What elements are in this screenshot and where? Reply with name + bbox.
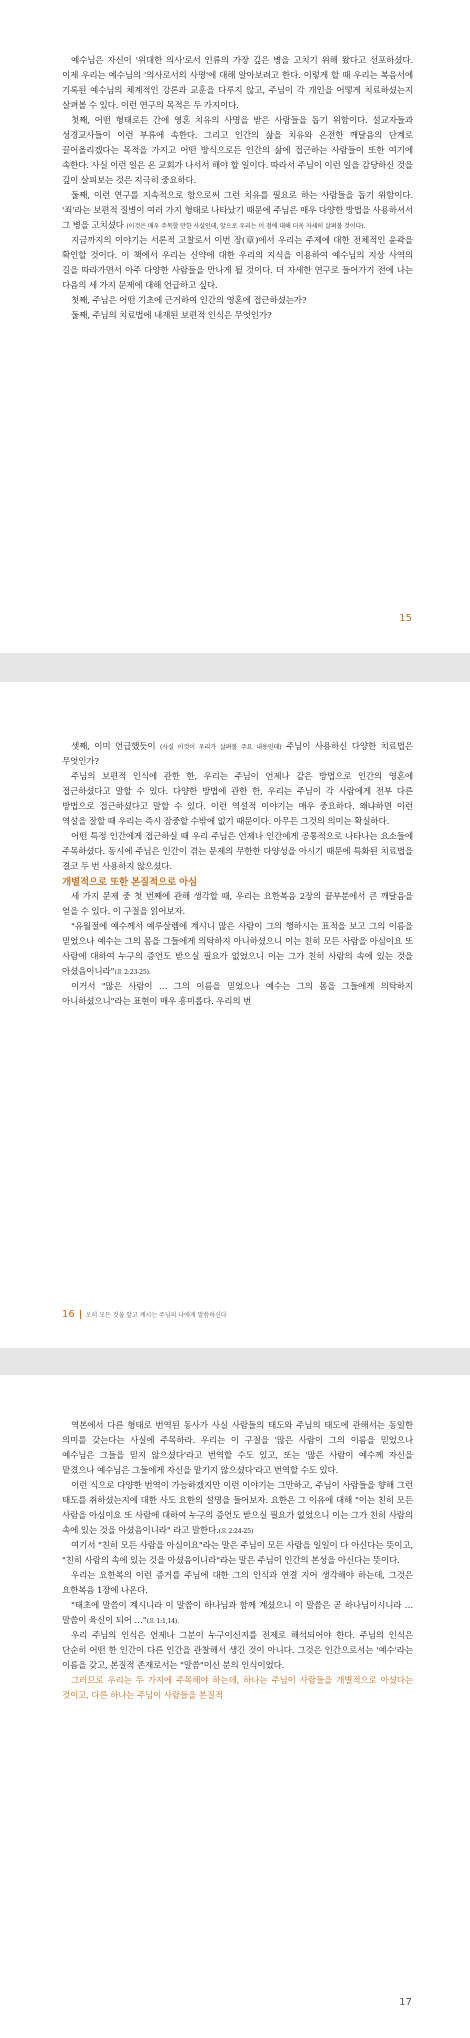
- paragraph-text: 셋째, 이미 언급했듯이: [71, 742, 161, 752]
- page-number: 17: [399, 1997, 412, 2008]
- paragraph: 첫째, 주님은 어떤 기초에 근거하여 인간의 영혼에 접근하셨는가?: [71, 296, 307, 306]
- paragraph: [62, 740, 413, 770]
- book-page-16: [0, 682, 470, 1348]
- section-heading: 개별적으로 또한 본질적으로 아심: [62, 877, 198, 888]
- highlighted-paragraph: 그러므로 우리는 두 가지에 주목해야 하는데, 하나는 주님이 사람들을 개별적으로 아셨다는 것이고, 다른 하나는 주님이 사람들을 본질적: [62, 1676, 413, 1701]
- paragraph-text: 둘째, 이런 연구를 지속적으로 함으로써 그런 치유를 필요로 하는 사람들을 돕기 위함이다. '죄'라는 보편적 질병이 여러 가지 형태로 나타났기 때문에 주님은 매우 다양한 방법을 사용하셔서 그 병을 고치셨다: [62, 191, 413, 231]
- paragraph: 첫째, 어떤 형태로든 간에 영혼 치유의 사명을 받은 사람들을 돕기 위함이다. 설교자들과 성경교사들이 이런 부류에 속한다. 그리고 인간의 삶을 치유와 온전한 깨달음의 단계로 끌어올리겠다는 목적을 가지고 어떤 방식으로든 인간의 삶에 접근하는 사람들이 또한 여기에 속한다. 사실 이런 일은 온 교회가 나서서 해야 할 일이다. 따라서 주님이 이런 일을 감당하신 것을 깊이 살피보는 것은 지극히 중요하다.: [62, 116, 413, 186]
- body-text: [62, 1419, 413, 1704]
- small-note: (사실 이것이 우리가 살펴볼 주요 내용인데): [160, 744, 282, 751]
- body-text: [62, 54, 413, 324]
- body-text: [62, 740, 413, 1010]
- quote-paragraph: [62, 1599, 413, 1629]
- page-number: 16: [62, 1309, 75, 1320]
- small-note: (이것은 매우 주목할 만한 사실인데, 앞으로 우리는 이 점에 대해 더욱 자세히 살펴볼 것이다).: [126, 223, 366, 230]
- paragraph: 여기서 "친히 모든 사람을 아심이요"라는 말은 주님이 모든 사람을 일일이 다 아신다는 뜻이고, "친히 사람의 속에 있는 것을 아셨음이니라"라는 말은 주님이 인간의 본성을 아신다는 뜻이다.: [62, 1541, 413, 1566]
- paragraph-text: 주님이 사용하신 다양한 치료법은 무엇인가?: [62, 742, 413, 767]
- citation: (요 1:1,14).: [146, 1618, 179, 1625]
- paragraph: 예수님은 자신이 '위대한 의사'로서 인류의 가장 깊은 병을 고치기 위해 왔다고 선포하셨다. 이제 우리는 예수님의 '의사로서의 사명'에 대해 알아보려고 한다. 이렇게 할 때 우리는 복음서에 기록된 예수님의 체계적인 강론과 교훈을 다루지 않고, 주님이 각 개인을 어떻게 치료하셨는지 살펴볼 수 있다. 이런 연구의 목적은 두 가지이다.: [62, 56, 413, 111]
- paragraph: 우리는 요한복의 이런 증거를 주님에 대한 그의 인식과 연결 지어 생각해야 하는데, 그것은 요한복음 1장에 나온다.: [62, 1571, 413, 1596]
- paragraph: 지금까지의 이야기는 서론적 고찰로서 이번 장(章)에서 우리는 주제에 대한 전체적인 윤곽을 확인할 것이다. 이 책에서 우리는 신약에 대한 우리의 지식을 이용하여 예수님의 지상 사역의 길을 따라가면서 아주 다양한 사람들을 만나게 될 것이다. 더 자세한 연구로 들어가기 전에 나는 다음의 세 가지 문제에 대해 언급하고 싶다.: [62, 236, 413, 291]
- page-footer: [62, 1309, 227, 1320]
- paragraph: 어떤 특정 인간에게 접근하실 때 우리 주님은 언제나 인간에게 공통적으로 나타나는 요소들에 주목하셨다. 동시에 주님은 인간이 겪는 문제의 무한한 다양성을 아시기 때문에 특화된 치료법을 결코 두 번 사용하지 않으셨다.: [62, 832, 413, 872]
- paragraph: 이거서 "많은 사람이 … 그의 이름을 믿었으나 예수는 그의 몸을 그들에게 의탁하지 아니하셨으니"라는 표현이 매우 흥미롭다. 우리의 번: [62, 982, 413, 1007]
- quote-text: "태초에 말씀이 계시니라 이 말씀이 하나님과 함께 계셨으니 이 말씀은 곧 하나님이시니라 … 말씀이 육신이 되어 …": [62, 1601, 413, 1626]
- citation: (요 2:23-25).: [114, 969, 151, 976]
- citation: (요 2:24-25): [218, 1528, 254, 1535]
- paragraph: [62, 189, 413, 234]
- paragraph: 세 가지 문제 중 첫 번째에 관해 생각할 때, 우리는 요한복음 2장의 끝부분에서 큰 깨달음을 얻을 수 있다. 이 구절을 읽어보자.: [62, 892, 413, 917]
- book-page-17: [0, 1375, 470, 2038]
- running-title: 오히 모든 것을 알고 계시는 주님의 나에게 말씀하신다: [85, 1312, 227, 1319]
- quote-paragraph: [62, 920, 413, 980]
- footer-divider: [80, 1310, 81, 1319]
- paragraph: 역본에서 다른 형태로 번역된 동사가 사실 사람들의 태도와 주님의 태도에 관해서는 동일한 의미를 갖는다는 사실에 주목하라. 우리는 이 구절을 '많은 사람이 그의 이름을 믿었으나 예수님은 그들을 믿지 않으셨다'라고 번역할 수도 있고, 또는 '많은 사람이 예수께 자신을 맡겼으나 예수님은 그들에게 자신을 맡기지 않으셨다'라고 번역할 수도 있다.: [62, 1421, 413, 1476]
- paragraph: [62, 1479, 413, 1539]
- quote-text: "유월절에 예수께서 예루살렘에 계시니 많은 사람이 그의 행하시는 표적을 보고 그의 이름을 믿었으나 예수는 그의 몸을 그들에게 의탁하지 아니하셨으니 이는 친히 모든 사람을 아심이요 또 사람에 대하여 누구의 증언도 받으실 필요가 없었으니 이는 그가 친히 사람의 속에 있는 것을 아셨음이니라": [62, 922, 413, 977]
- page-number: 15: [399, 613, 412, 624]
- paragraph: 주님의 보편적 인식에 관한 한, 우리는 주님이 언제나 같은 방법으로 인간의 영혼에 접근하셨다고 말할 수 있다. 다양한 방법에 관한 한, 우리는 주님이 각 사람에게 전부 다른 방법으로 접근하셨다고 말할 수 있다. 이런 역설적 이야기는 매우 중요하다. 왜냐하면 이런 역설을 잘할 때 우리는 즉시 잠중할 수밖에 없기 때문이다. 아무든 그것의 의미는 확실하다.: [62, 772, 413, 827]
- paragraph: 둘째, 주님의 치료법에 내재된 보편적 인식은 무엇인가?: [71, 311, 272, 321]
- book-page-15: [0, 0, 470, 653]
- paragraph: 우리 주님의 인식은 언제나 그분이 누구이신지를 전제로 해석되어야 한다. 주님의 인식은 단순히 어떤 한 인간이 다른 인간을 관찰해서 생긴 것이 아니다. 그것은 인간으로서는 '예수'라는 이름을 갖고, 본질적 존재로서는 "말씀"이신 분의 인식이었다.: [62, 1631, 413, 1671]
- paragraph-text: 이런 식으로 다양한 번역이 가능하겠지만 이런 이야기는 그만하고, 주님이 사람들을 향해 그런 태도를 취하셨는지에 대한 사도 요한의 설명을 들어보자. 요한은 그 이유에 대해 "이는 친히 모든 사람을 아심이요 또 사람에 대하여 누구의 증언도 받으실 필요가 없었으니 이는 그가 친히 사람의 속에 있는 것을 아셨음이니라" 라고 말한다.: [62, 1481, 413, 1536]
